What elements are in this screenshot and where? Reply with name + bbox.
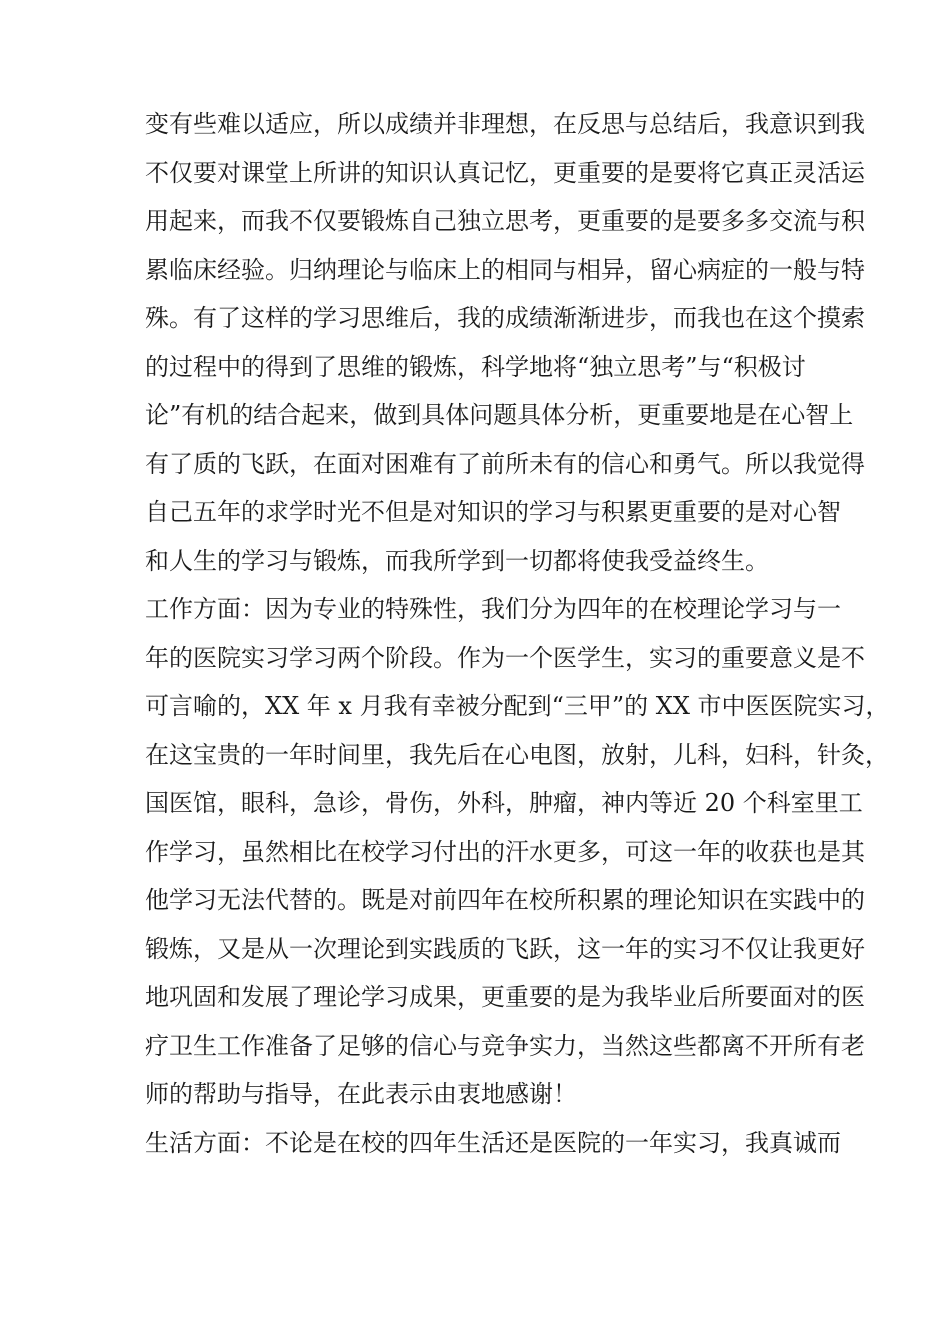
text-line: 和人生的学习与锻炼，而我所学到一切都将使我受益终生。 — [145, 546, 769, 575]
text-line: 自己五年的求学时光不但是对知识的学习与积累更重要的是对心智 — [145, 498, 841, 526]
text-line: 变有些难以适应，所以成绩并非理想，在反思与总结后，我意识到我 — [145, 110, 865, 138]
text-line: 师的帮助与指导，在此表示由衷地感谢！ — [145, 1080, 577, 1108]
text-line: 年的医院实习学习两个阶段。作为一个医学生，实习的重要意义是不 — [145, 643, 865, 672]
text-line: 用起来，而我不仅要锻炼自己独立思考，更重要的是要多多交流与积 — [145, 207, 865, 235]
text-line: 不仅要对课堂上所讲的知识认真记忆，更重要的是要将它真正灵活运 — [145, 158, 865, 187]
text-line: 疗卫生工作准备了足够的信心与竞争实力，当然这些都离不开所有老 — [145, 1031, 865, 1060]
text-line: 地巩固和发展了理论学习成果，更重要的是为我毕业后所要面对的医 — [145, 983, 865, 1011]
document-body — [145, 100, 890, 1167]
text-line: 国医馆，眼科，急诊，骨伤，外科，肿瘤，神内等近 20 个科室里工 — [145, 789, 863, 817]
text-line: 他学习无法代替的。既是对前四年在校所积累的理论知识在实践中的 — [145, 886, 865, 914]
text-line: 锻炼，又是从一次理论到实践质的飞跃，这一年的实习不仅让我更好 — [145, 934, 865, 963]
text-line: 在这宝贵的一年时间里，我先后在心电图，放射，儿科，妇科，针灸， — [145, 740, 889, 769]
text-line: 有了质的飞跃，在面对困难有了前所未有的信心和勇气。所以我觉得 — [145, 449, 865, 478]
text-line: 作学习，虽然相比在校学习付出的汗水更多，可这一年的收获也是其 — [145, 837, 865, 866]
text-line: 累临床经验。归纳理论与临床上的相同与相异，留心病症的一般与特 — [145, 255, 865, 284]
text-line: 可言喻的，XX 年 x 月我有幸被分配到“三甲”的 XX 市中医医院实习， — [145, 692, 890, 720]
text-line: 工作方面：因为专业的特殊性，我们分为四年的在校理论学习与一 — [145, 595, 841, 623]
text-line: 论”有机的结合起来，做到具体问题具体分析，更重要地是在心智上 — [145, 401, 854, 429]
text-line: 的过程中的得到了思维的锻炼，科学地将“独立思考”与“积极讨 — [145, 352, 806, 381]
text-line: 殊。有了这样的学习思维后，我的成绩渐渐进步，而我也在这个摸索 — [145, 304, 865, 332]
text-line: 生活方面：不论是在校的四年生活还是医院的一年实习，我真诚而 — [145, 1128, 841, 1157]
